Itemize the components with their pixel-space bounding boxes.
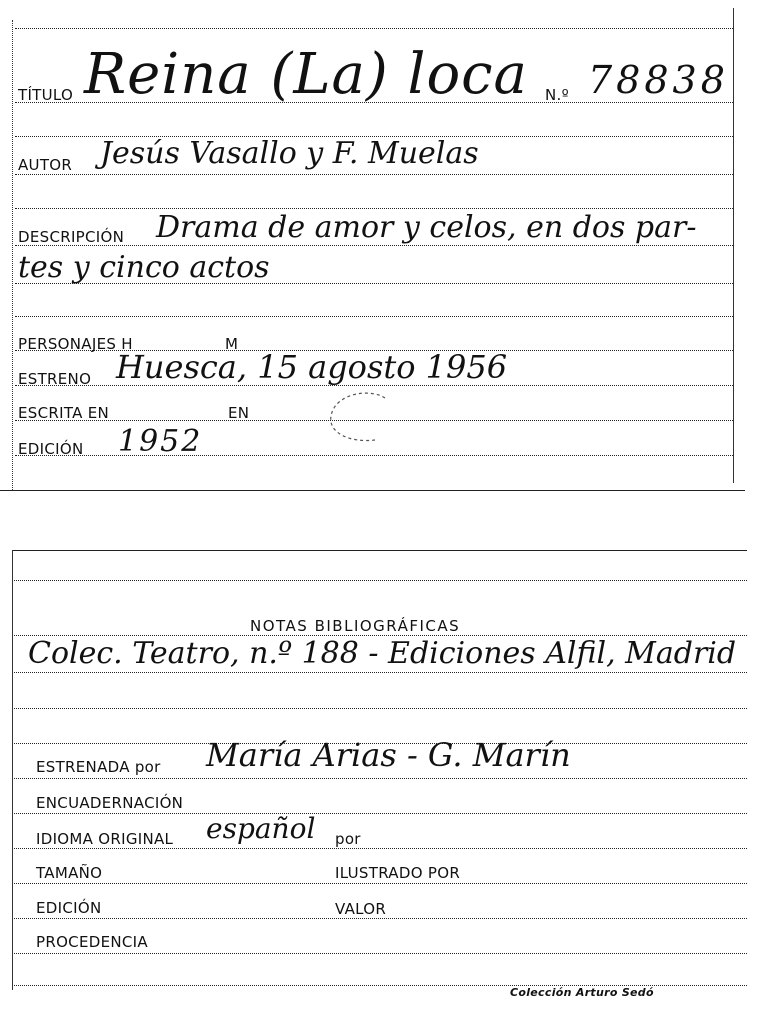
ruled-line <box>14 672 747 673</box>
ilustrado-label: ILUSTRADO POR <box>335 864 461 882</box>
descripcion-label: DESCRIPCIÓN <box>18 228 125 246</box>
edicion-label-2: EDICIÓN <box>36 899 102 917</box>
ruled-line <box>14 580 747 581</box>
numero-label: N.º <box>545 86 569 104</box>
numero-value: 78838 <box>588 58 729 102</box>
estrenada-value: María Arias - G. Marín <box>206 736 571 774</box>
stamp-mark <box>325 388 395 448</box>
notas-value: Colec. Teatro, n.º 188 - Ediciones Alfil, Madrid <box>28 636 737 671</box>
coleccion-label: Colección Arturo Sedó <box>510 986 654 999</box>
titulo-value: Reina (La) loca <box>84 42 528 107</box>
personajes-h-label: PERSONAJES H <box>18 335 133 353</box>
card-bottom-edge <box>0 490 745 491</box>
notas-heading: NOTAS BIBLIOGRÁFICAS <box>250 617 461 635</box>
descripcion-line2: tes y cinco actos <box>18 250 270 285</box>
catalog-card-front <box>0 0 759 500</box>
estrenada-label: ESTRENADA por <box>36 758 161 776</box>
ruled-line <box>14 813 747 814</box>
ruled-line <box>15 28 733 29</box>
card-left-edge <box>12 20 13 490</box>
ruled-line <box>14 848 747 849</box>
valor-label: VALOR <box>335 900 387 918</box>
card-top-edge <box>12 550 747 551</box>
card-right-edge <box>733 8 734 483</box>
estreno-label: ESTRENO <box>18 370 92 388</box>
estreno-value: Huesca, 15 agosto 1956 <box>116 348 508 386</box>
ruled-line <box>14 708 747 709</box>
autor-label: AUTOR <box>18 156 73 174</box>
edicion-value-1: 1952 <box>118 424 203 459</box>
autor-value: Jesús Vasallo y F. Muelas <box>100 136 479 171</box>
titulo-label: TÍTULO <box>18 86 74 104</box>
ruled-line <box>15 316 733 317</box>
idioma-label: IDIOMA ORIGINAL <box>36 830 174 848</box>
tamano-label: TAMAÑO <box>36 864 103 882</box>
ruled-line <box>14 778 747 779</box>
descripcion-line1: Drama de amor y celos, en dos par- <box>156 210 697 245</box>
idioma-value: español <box>206 812 316 845</box>
idioma-por-label: por <box>335 830 361 848</box>
procedencia-label: PROCEDENCIA <box>36 933 148 951</box>
escrita-label: ESCRITA EN <box>18 404 110 422</box>
ruled-line <box>14 883 747 884</box>
card-left-edge <box>12 550 13 990</box>
escrita-en-label: EN <box>228 404 250 422</box>
encuadernacion-label: ENCUADERNACIÓN <box>36 794 184 812</box>
edicion-label-1: EDICIÓN <box>18 440 84 458</box>
ruled-line <box>15 174 733 175</box>
ruled-line <box>14 918 747 919</box>
ruled-line <box>15 208 733 209</box>
catalog-card-back <box>0 540 759 1028</box>
ruled-line <box>14 953 747 954</box>
personajes-m-label: M <box>225 335 239 353</box>
